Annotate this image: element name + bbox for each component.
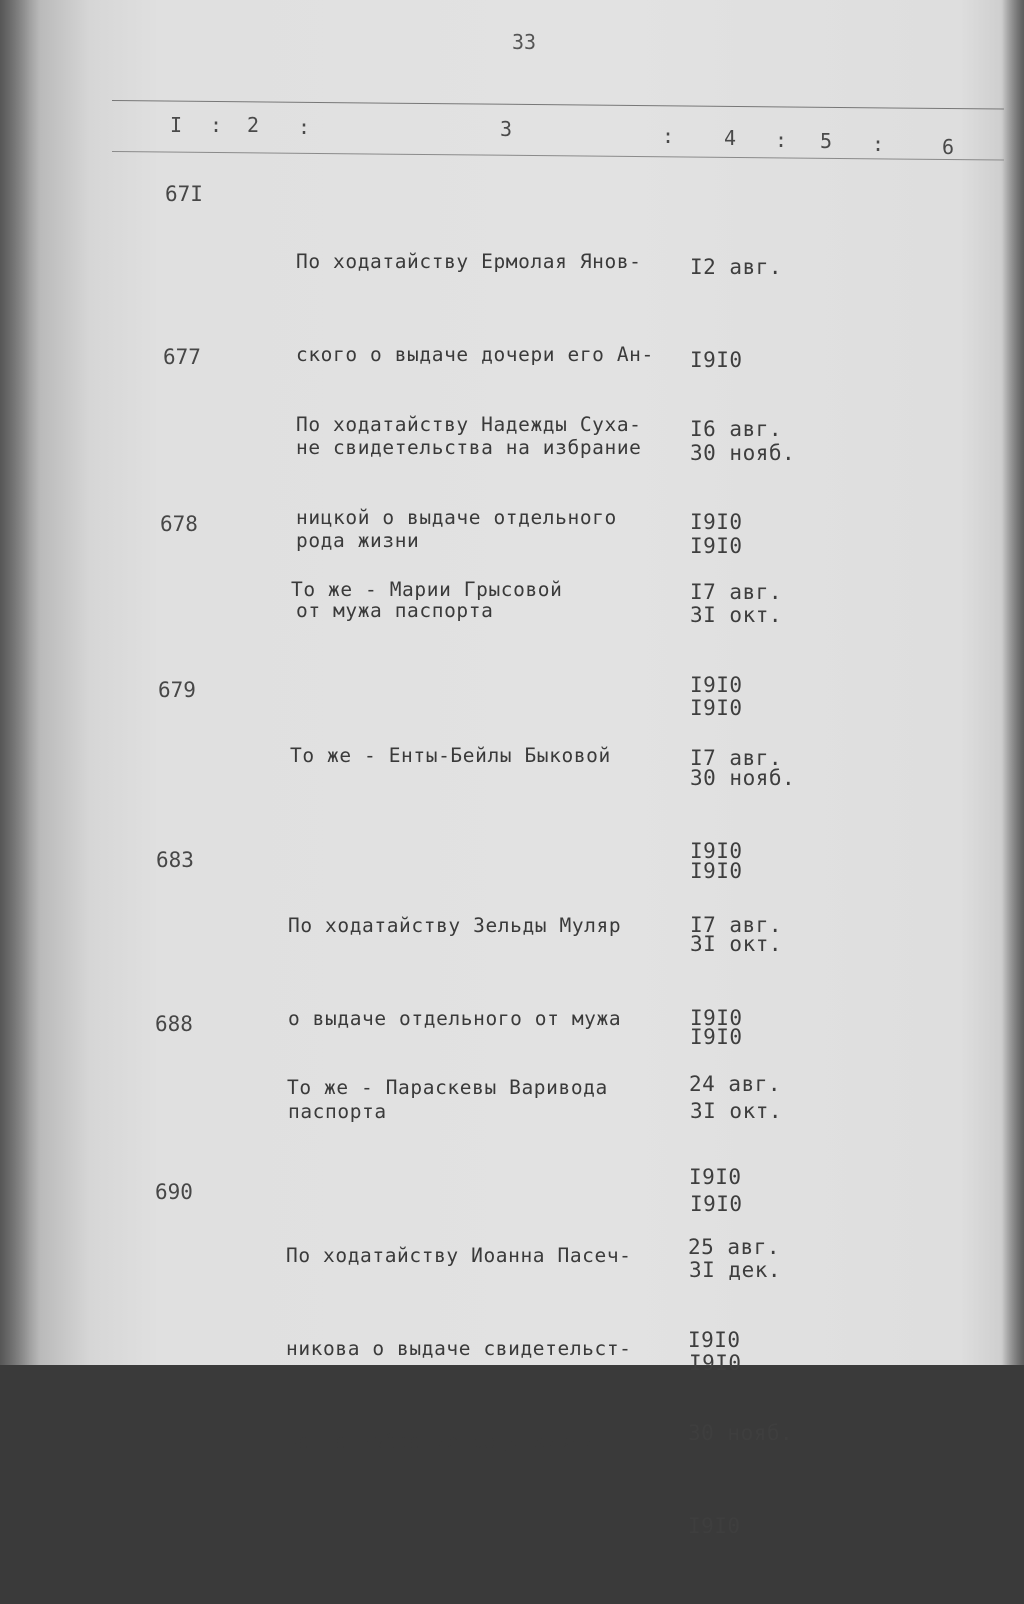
entry-number: 677 (163, 345, 201, 369)
entry-date-start: I2 авг. (690, 255, 783, 279)
entry-text-line: То же - Параскевы Варивода (287, 1076, 608, 1099)
entry-date-start-year: I9I0 (690, 510, 743, 534)
entry-description (290, 678, 611, 833)
entry-text-line: не свидетельства на избрание (296, 436, 642, 459)
entry-date-end: 3I окт. (690, 932, 783, 956)
page-number: 33 (512, 30, 537, 54)
column-separator: : (298, 115, 311, 139)
entry-date-end: 3I окт. (690, 603, 783, 627)
entry-date-start-year: I9I0 (689, 1165, 742, 1189)
entry-number: 690 (155, 1180, 193, 1204)
header-top-rule (112, 100, 1004, 110)
entry-description (291, 512, 562, 667)
entry-date-end: 30 нояб. (688, 1421, 794, 1445)
column-header-6: 6 (942, 135, 955, 159)
column-header-2: 2 (247, 113, 260, 137)
entry-date-end-year: I9I0 (688, 1514, 741, 1538)
column-header-3: 3 (500, 117, 513, 141)
entry-date-end: 3I окт. (690, 1099, 783, 1123)
entry-text-line: ского о выдаче дочери его Ан- (296, 343, 654, 366)
entry-date-end-year: I9I0 (690, 696, 743, 720)
entry-date-end-year: I9I0 (689, 1351, 742, 1375)
column-separator: : (210, 113, 223, 137)
column-separator: : (662, 124, 675, 148)
entry-description (287, 1010, 608, 1165)
entry-date-end-year: I9I0 (690, 534, 743, 558)
entry-text-line: никова о выдаче свидетельст- (286, 1337, 632, 1360)
entry-text-line: По ходатайству Иоанна Пасеч- (286, 1244, 632, 1267)
column-separator: : (872, 132, 885, 156)
entry-date-start: I7 авг. (690, 580, 783, 604)
entry-text-line: То же - Енты-Бейлы Быковой (290, 744, 611, 767)
entry-date-start: I6 авг. (690, 417, 783, 441)
entry-date-start-year: I9I0 (690, 839, 743, 863)
entry-description (286, 1178, 632, 1519)
entry-date-start-year: I9I0 (690, 1006, 743, 1030)
header-bottom-rule (112, 151, 1004, 161)
entry-text-line: По ходатайству Ермолая Янов- (296, 250, 642, 273)
entry-text-line: паспорта (288, 1100, 387, 1123)
entry-text-line: То же - Марии Грысовой (291, 578, 563, 601)
entry-text-line: По ходатайству Надежды Суха- (296, 413, 642, 436)
entry-number: 67I (165, 182, 203, 206)
entry-date-start: I7 авг. (690, 746, 783, 770)
column-header-4: 4 (724, 126, 737, 150)
entry-text-line: от мужа паспорта (296, 599, 494, 622)
entry-number: 683 (156, 848, 194, 872)
column-header-1: I (170, 113, 183, 137)
entry-number: 678 (160, 512, 198, 536)
entry-date-end: 3I дек. (689, 1258, 782, 1282)
entry-date-end: 30 нояб. (690, 766, 796, 790)
entry-text-line: ва на избрание рода жизни (286, 1430, 595, 1453)
entry-date-end-year: I9I0 (690, 1192, 743, 1216)
column-separator: : (775, 128, 788, 152)
entry-date-start: 25 авг. (688, 1235, 781, 1259)
entry-date-start-year: I9I0 (690, 348, 743, 372)
entry-date-start: I7 авг. (690, 913, 783, 937)
entry-text-line: По ходатайству Зельды Муляр (288, 914, 622, 937)
entry-text-line: о выдаче отдельного от мужа (288, 1007, 622, 1030)
entry-text-line: рода жизни (296, 529, 420, 552)
entry-number: 688 (155, 1012, 193, 1036)
entry-date-start: 24 авг. (689, 1072, 782, 1096)
entry-number: 679 (158, 678, 196, 702)
column-header-5: 5 (820, 129, 833, 153)
entry-text-line: ницкой о выдаче отдельного (296, 506, 617, 529)
entry-date-end-year: I9I0 (690, 859, 743, 883)
entry-date-start-year: I9I0 (690, 673, 743, 697)
entry-date-end-year: I9I0 (690, 1025, 743, 1049)
entry-date-start-year: I9I0 (688, 1328, 741, 1352)
binding-shadow (0, 0, 40, 1365)
entry-date-end: 30 нояб. (690, 441, 796, 465)
page-edge-shadow (1002, 0, 1024, 1365)
entry-dates (688, 1170, 793, 1604)
